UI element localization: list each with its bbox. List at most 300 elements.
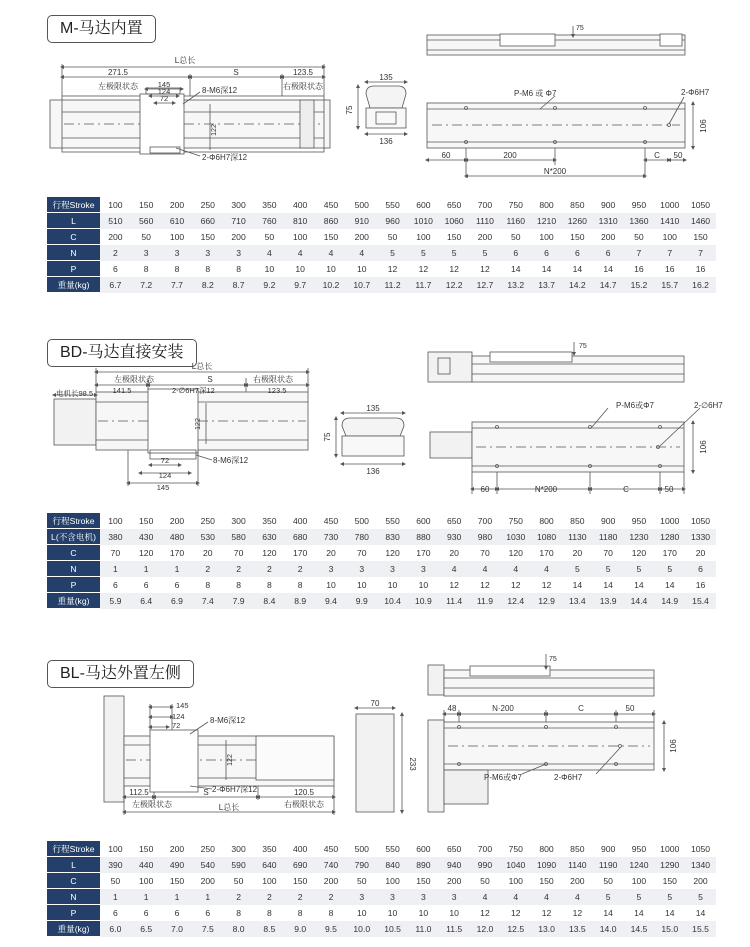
table-cell: 6.7 bbox=[100, 277, 131, 293]
table-cell: 990 bbox=[470, 857, 501, 873]
table-cell: 850 bbox=[570, 199, 585, 210]
row-header: P bbox=[47, 905, 100, 921]
m-d72: 72 bbox=[159, 94, 169, 103]
table-cell: 8.2 bbox=[192, 277, 223, 293]
table-cell: 20 bbox=[695, 547, 706, 558]
table-cell: 650 bbox=[446, 515, 462, 526]
table-cell: 6.0 bbox=[100, 921, 131, 937]
table-cell: 14 bbox=[664, 907, 675, 918]
table-cell: 6.9 bbox=[162, 593, 193, 609]
bl-s-label: S bbox=[203, 788, 209, 797]
table-cell: 6 bbox=[113, 907, 118, 918]
table-cell: 11.5 bbox=[439, 921, 470, 937]
table-cell: 150 bbox=[139, 843, 154, 854]
table-cell: 12.5 bbox=[500, 921, 531, 937]
row-header: P bbox=[47, 261, 100, 277]
table-cell: 6 bbox=[205, 907, 211, 918]
table-cell: 4 bbox=[531, 889, 562, 905]
table-cell: 8 bbox=[236, 263, 241, 274]
table-cell: 9.5 bbox=[316, 921, 347, 937]
row-header: 行程Stroke bbox=[47, 841, 100, 857]
table-cell: 7.0 bbox=[162, 921, 193, 937]
table-cell: 16 bbox=[695, 579, 706, 590]
table-cell: 250 bbox=[200, 515, 215, 526]
table-cell: 6.5 bbox=[131, 921, 162, 937]
table-cell: 10 bbox=[387, 579, 398, 590]
table-cell: 950 bbox=[631, 843, 647, 854]
table-cell: 150 bbox=[570, 231, 585, 242]
row-header: 行程Stroke bbox=[47, 197, 100, 213]
m-s-label: S bbox=[233, 68, 239, 77]
table-cell: 1180 bbox=[593, 529, 624, 545]
m-total-label: L总长 bbox=[174, 56, 196, 65]
bd-holes-bottom: 8-M6深12 bbox=[213, 456, 249, 465]
table-cell: 600 bbox=[416, 515, 431, 526]
row-header: N bbox=[47, 889, 100, 905]
table-cell: 500 bbox=[354, 843, 369, 854]
table-cell: 750 bbox=[508, 843, 523, 854]
m-holes-bottom: 2-Φ6H7深12 bbox=[202, 153, 248, 162]
table-cell: 120 bbox=[139, 547, 154, 558]
table-cell: 70 bbox=[233, 547, 244, 558]
bd-b60: 60 bbox=[480, 485, 490, 494]
table-cell: 810 bbox=[285, 213, 316, 229]
row-header: P bbox=[47, 577, 100, 593]
table-cell: 200 bbox=[570, 875, 585, 886]
table-cell: 100 bbox=[631, 875, 647, 886]
table-cell: 1 bbox=[131, 561, 162, 577]
table-cell: 6 bbox=[113, 263, 118, 274]
table-cell: 14.2 bbox=[562, 277, 593, 293]
table-cell: 12 bbox=[387, 263, 398, 274]
table-cell: 3 bbox=[131, 245, 162, 261]
table-cell: 12 bbox=[418, 263, 429, 274]
table-cell: 6 bbox=[143, 907, 149, 918]
bd-w136: 136 bbox=[366, 467, 380, 476]
table-cell: 890 bbox=[408, 857, 439, 873]
table-cell: 1130 bbox=[562, 529, 593, 545]
table-cell: 5 bbox=[439, 245, 470, 261]
table-cell: 5.9 bbox=[100, 593, 131, 609]
table-cell: 3 bbox=[439, 889, 470, 905]
table-cell: 740 bbox=[316, 857, 347, 873]
table-cell: 850 bbox=[570, 515, 585, 526]
table-cell: 430 bbox=[131, 529, 162, 545]
table-cell: 8.0 bbox=[223, 921, 254, 937]
table-cell: 1280 bbox=[654, 529, 685, 545]
bd-left-state: 左极限状态 bbox=[114, 375, 154, 384]
table-cell: 2 bbox=[192, 561, 223, 577]
table-cell: 1040 bbox=[500, 857, 531, 873]
table-cell: 11.9 bbox=[470, 593, 501, 609]
table-cell: 9.4 bbox=[316, 593, 347, 609]
table-cell: 14.9 bbox=[654, 593, 685, 609]
m-bC: C bbox=[654, 151, 660, 160]
table-cell: 1000 bbox=[660, 199, 680, 210]
table-cell: 170 bbox=[662, 547, 677, 558]
table-cell: 840 bbox=[377, 857, 408, 873]
table-cell: 800 bbox=[539, 515, 554, 526]
section-title: BL-马达外置左侧 bbox=[47, 660, 194, 688]
bd-d145: 145 bbox=[156, 483, 170, 492]
table-cell: 10 bbox=[356, 579, 367, 590]
table-cell: 14 bbox=[603, 579, 613, 590]
table-cell: 6 bbox=[685, 561, 716, 577]
table-cell: 50 bbox=[264, 231, 275, 242]
table-cell: 11.2 bbox=[377, 277, 408, 293]
table-cell: 550 bbox=[385, 515, 400, 526]
m-holes-top: 8-M6深12 bbox=[202, 86, 238, 95]
table-cell: 1 bbox=[100, 561, 131, 577]
table-cell: 550 bbox=[385, 199, 400, 210]
table-cell: 8 bbox=[236, 907, 241, 918]
bd-d122: 122 bbox=[195, 418, 202, 430]
bd-d106: 106 bbox=[699, 440, 708, 454]
table-cell: 200 bbox=[108, 231, 123, 242]
table-cell: 13.5 bbox=[562, 921, 593, 937]
bl-pm6: P-M6或Φ7 bbox=[484, 773, 522, 782]
table-cell: 120 bbox=[508, 547, 523, 558]
table-cell: 440 bbox=[131, 857, 162, 873]
table-cell: 3 bbox=[377, 561, 408, 577]
table-cell: 4 bbox=[316, 245, 347, 261]
table-cell: 150 bbox=[169, 875, 185, 886]
table-cell: 14 bbox=[634, 907, 644, 918]
table-cell: 1140 bbox=[562, 857, 593, 873]
table-cell: 20 bbox=[326, 547, 336, 558]
table-cell: 120 bbox=[631, 547, 647, 558]
m-right-state: 右极限状态 bbox=[283, 82, 323, 91]
table-cell: 10 bbox=[449, 907, 459, 918]
table-cell: 16 bbox=[664, 263, 675, 274]
bd-s-label: S bbox=[207, 375, 213, 384]
table-cell: 20 bbox=[203, 547, 213, 558]
table-cell: 7.5 bbox=[192, 921, 223, 937]
table-cell: 150 bbox=[662, 875, 677, 886]
bl-d145: 145 bbox=[176, 701, 189, 710]
table-cell: 200 bbox=[446, 875, 462, 886]
table-cell: 20 bbox=[572, 547, 583, 558]
table-cell: 1080 bbox=[531, 529, 562, 545]
table-cell: 8 bbox=[266, 579, 272, 590]
table-cell: 880 bbox=[408, 529, 439, 545]
bd-bC: C bbox=[623, 485, 629, 494]
table-cell: 9.0 bbox=[285, 921, 316, 937]
table-cell: 10 bbox=[356, 907, 367, 918]
table-cell: 10.4 bbox=[377, 593, 408, 609]
table-cell: 610 bbox=[162, 213, 193, 229]
table-cell: 2 bbox=[316, 889, 347, 905]
table-cell: 800 bbox=[539, 843, 554, 854]
table-cell: 400 bbox=[293, 515, 308, 526]
table-cell: 4 bbox=[531, 561, 562, 577]
table-cell: 14.5 bbox=[624, 921, 655, 937]
table-cell: 15.2 bbox=[624, 277, 655, 293]
table-cell: 14 bbox=[541, 263, 552, 274]
table-cell: 12 bbox=[480, 907, 490, 918]
table-cell: 50 bbox=[603, 875, 613, 886]
table-cell: 10 bbox=[356, 263, 367, 274]
table-cell: 8 bbox=[236, 579, 241, 590]
table-cell: 10.9 bbox=[408, 593, 439, 609]
table-cell: 6 bbox=[113, 579, 118, 590]
table-cell: 560 bbox=[131, 213, 162, 229]
bd-bN200: N*200 bbox=[534, 485, 558, 494]
table-cell: 13.9 bbox=[593, 593, 624, 609]
table-cell: 1050 bbox=[690, 515, 711, 526]
table-cell: 150 bbox=[139, 199, 154, 210]
table-cell: 16 bbox=[695, 263, 706, 274]
bd-b50: 50 bbox=[664, 485, 674, 494]
m-left-state: 左极限状态 bbox=[98, 82, 138, 91]
table-cell: 8 bbox=[205, 263, 211, 274]
m-w136: 136 bbox=[379, 137, 393, 146]
table-cell: 50 bbox=[480, 875, 490, 886]
table-cell: 5 bbox=[654, 889, 685, 905]
table-cell: 650 bbox=[446, 199, 462, 210]
table-cell: 3 bbox=[162, 245, 193, 261]
bl-left-state: 左极限状态 bbox=[132, 800, 172, 809]
m-pm6: P-M6 或 Φ7 bbox=[514, 89, 557, 98]
table-cell: 200 bbox=[169, 515, 185, 526]
table-cell: 8 bbox=[328, 907, 334, 918]
table-cell: 8.7 bbox=[223, 277, 254, 293]
table-cell: 10 bbox=[418, 579, 429, 590]
bl-spec-table bbox=[47, 841, 716, 937]
bl-top75: 75 bbox=[549, 656, 557, 663]
table-cell: 510 bbox=[100, 213, 131, 229]
table-cell: 150 bbox=[416, 875, 431, 886]
table-cell: 8.9 bbox=[285, 593, 316, 609]
table-cell: 14 bbox=[603, 907, 613, 918]
table-cell: 6 bbox=[174, 579, 180, 590]
bl-holes-top: 8-M6深12 bbox=[210, 716, 246, 725]
table-cell: 12.9 bbox=[531, 593, 562, 609]
table-cell: 1010 bbox=[408, 213, 439, 229]
table-cell: 1000 bbox=[660, 515, 680, 526]
table-cell: 350 bbox=[262, 515, 277, 526]
table-cell: 12 bbox=[510, 907, 521, 918]
table-cell: 150 bbox=[446, 231, 462, 242]
bd-right-len: 123.5 bbox=[267, 386, 287, 395]
table-cell: 200 bbox=[323, 875, 339, 886]
table-cell: 11.0 bbox=[408, 921, 439, 937]
table-cell: 2 bbox=[100, 245, 131, 261]
table-cell: 8 bbox=[297, 907, 303, 918]
table-cell: 15.4 bbox=[685, 593, 716, 609]
table-cell: 650 bbox=[446, 843, 462, 854]
table-cell: 3 bbox=[377, 889, 408, 905]
table-cell: 2 bbox=[254, 889, 285, 905]
table-cell: 950 bbox=[631, 199, 647, 210]
table-cell: 10.0 bbox=[346, 921, 377, 937]
table-cell: 14.0 bbox=[593, 921, 624, 937]
table-cell: 1410 bbox=[654, 213, 685, 229]
table-cell: 8 bbox=[174, 263, 180, 274]
table-row bbox=[47, 873, 716, 889]
bl-h233: 233 bbox=[408, 757, 417, 771]
table-cell: 640 bbox=[254, 857, 285, 873]
table-cell: 4 bbox=[500, 561, 531, 577]
table-cell: 1 bbox=[162, 561, 193, 577]
table-cell: 5 bbox=[593, 889, 624, 905]
table-cell: 380 bbox=[100, 529, 131, 545]
bd-d124: 124 bbox=[158, 471, 172, 480]
table-cell: 8 bbox=[266, 907, 272, 918]
table-cell: 100 bbox=[508, 875, 523, 886]
table-cell: 900 bbox=[600, 843, 616, 854]
table-cell: 5 bbox=[408, 245, 439, 261]
bl-b48: 48 bbox=[447, 704, 457, 713]
table-cell: 1190 bbox=[593, 857, 624, 873]
table-cell: 1 bbox=[162, 889, 193, 905]
table-cell: 100 bbox=[169, 231, 185, 242]
table-cell: 11.7 bbox=[408, 277, 439, 293]
table-cell: 170 bbox=[293, 547, 308, 558]
table-cell: 11.4 bbox=[439, 593, 470, 609]
bl-d124: 124 bbox=[172, 712, 185, 721]
table-cell: 490 bbox=[162, 857, 193, 873]
table-cell: 150 bbox=[200, 231, 215, 242]
table-cell: 3 bbox=[223, 245, 254, 261]
bl-d106: 106 bbox=[669, 739, 678, 753]
table-cell: 10.7 bbox=[346, 277, 377, 293]
table-cell: 15.7 bbox=[654, 277, 685, 293]
table-cell: 8.5 bbox=[254, 921, 285, 937]
table-cell: 16.2 bbox=[685, 277, 716, 293]
m-d145: 145 bbox=[157, 80, 171, 89]
table-cell: 910 bbox=[346, 213, 377, 229]
table-cell: 450 bbox=[323, 515, 339, 526]
table-cell: 5 bbox=[562, 561, 593, 577]
table-cell: 500 bbox=[354, 199, 369, 210]
table-cell: 3 bbox=[408, 889, 439, 905]
table-cell: 780 bbox=[346, 529, 377, 545]
table-cell: 3 bbox=[192, 245, 223, 261]
table-cell: 100 bbox=[293, 231, 308, 242]
table-cell: 150 bbox=[539, 875, 554, 886]
table-cell: 730 bbox=[316, 529, 347, 545]
table-cell: 760 bbox=[254, 213, 285, 229]
table-cell: 100 bbox=[385, 875, 400, 886]
table-cell: 4 bbox=[439, 561, 470, 577]
table-cell: 1260 bbox=[562, 213, 593, 229]
table-cell: 170 bbox=[169, 547, 185, 558]
bd-pm6: P-M6或Φ7 bbox=[616, 401, 654, 410]
table-cell: 14 bbox=[510, 263, 521, 274]
table-cell: 3 bbox=[408, 561, 439, 577]
table-cell: 590 bbox=[223, 857, 254, 873]
table-cell: 4 bbox=[470, 889, 501, 905]
table-cell: 700 bbox=[477, 199, 493, 210]
table-cell: 70 bbox=[110, 547, 121, 558]
table-cell: 750 bbox=[508, 199, 523, 210]
m-w135: 135 bbox=[379, 73, 393, 82]
table-cell: 100 bbox=[139, 875, 154, 886]
table-cell: 14.4 bbox=[624, 593, 655, 609]
bl-top-elevation bbox=[428, 654, 654, 696]
table-cell: 100 bbox=[262, 875, 277, 886]
table-cell: 5 bbox=[624, 561, 655, 577]
table-cell: 980 bbox=[470, 529, 501, 545]
table-cell: 580 bbox=[223, 529, 254, 545]
bl-b50: 50 bbox=[625, 704, 635, 713]
bl-h2: 2-Φ6H7 bbox=[554, 773, 583, 782]
bl-bC: C bbox=[578, 704, 584, 713]
table-cell: 70 bbox=[480, 547, 490, 558]
table-cell: 4 bbox=[500, 889, 531, 905]
row-header: N bbox=[47, 245, 100, 261]
table-cell: 13.2 bbox=[500, 277, 531, 293]
table-cell: 5 bbox=[593, 561, 624, 577]
table-cell: 250 bbox=[200, 199, 215, 210]
table-cell: 480 bbox=[162, 529, 193, 545]
bl-plan-view bbox=[428, 710, 664, 812]
table-cell: 6 bbox=[531, 245, 562, 261]
row-header: L(不含电机) bbox=[47, 529, 100, 545]
table-cell: 7.9 bbox=[223, 593, 254, 609]
table-cell: 2 bbox=[223, 889, 254, 905]
table-cell: 50 bbox=[141, 231, 151, 242]
table-cell: 6 bbox=[593, 245, 624, 261]
table-row bbox=[47, 841, 716, 857]
table-cell: 100 bbox=[662, 231, 677, 242]
table-cell: 300 bbox=[231, 199, 246, 210]
table-cell: 1340 bbox=[685, 857, 716, 873]
bd-d72: 72 bbox=[160, 456, 170, 465]
table-cell: 1050 bbox=[690, 843, 711, 854]
table-cell: 170 bbox=[416, 547, 431, 558]
row-header: C bbox=[47, 229, 100, 245]
section-title: M-马达内置 bbox=[47, 15, 156, 43]
table-cell: 15.5 bbox=[685, 921, 716, 937]
table-cell: 450 bbox=[323, 843, 339, 854]
table-cell: 5 bbox=[470, 245, 501, 261]
table-cell: 1230 bbox=[624, 529, 655, 545]
table-cell: 600 bbox=[416, 199, 431, 210]
table-cell: 450 bbox=[323, 199, 339, 210]
table-cell: 7.7 bbox=[162, 277, 193, 293]
bd-h2: 2-∅6H7 bbox=[694, 401, 723, 410]
bl-w70: 70 bbox=[370, 699, 380, 708]
m-d124: 124 bbox=[157, 87, 171, 96]
table-cell: 3 bbox=[346, 889, 377, 905]
table-cell: 940 bbox=[439, 857, 470, 873]
table-cell: 150 bbox=[693, 231, 708, 242]
table-cell: 7 bbox=[685, 245, 716, 261]
table-cell: 300 bbox=[231, 515, 246, 526]
table-cell: 6 bbox=[500, 245, 531, 261]
table-row bbox=[47, 889, 716, 905]
table-cell: 400 bbox=[293, 199, 308, 210]
table-cell: 540 bbox=[192, 857, 223, 873]
table-cell: 4 bbox=[254, 245, 285, 261]
table-cell: 50 bbox=[510, 231, 521, 242]
table-cell: 2 bbox=[254, 561, 285, 577]
table-row bbox=[47, 921, 716, 937]
table-cell: 8.4 bbox=[254, 593, 285, 609]
table-cell: 700 bbox=[477, 515, 493, 526]
bd-holes-top: 2-∅6H7深12 bbox=[172, 386, 215, 395]
bl-holes-bottom: 2-Φ6H7深12 bbox=[212, 785, 258, 794]
bl-d122: 122 bbox=[227, 754, 234, 766]
table-cell: 10 bbox=[264, 263, 275, 274]
bl-bN200: N·200 bbox=[492, 704, 514, 713]
table-cell: 8 bbox=[297, 579, 303, 590]
row-header: 重量(kg) bbox=[47, 921, 100, 937]
table-cell: 6 bbox=[174, 907, 180, 918]
bl-left-len: 112.5 bbox=[129, 788, 149, 797]
